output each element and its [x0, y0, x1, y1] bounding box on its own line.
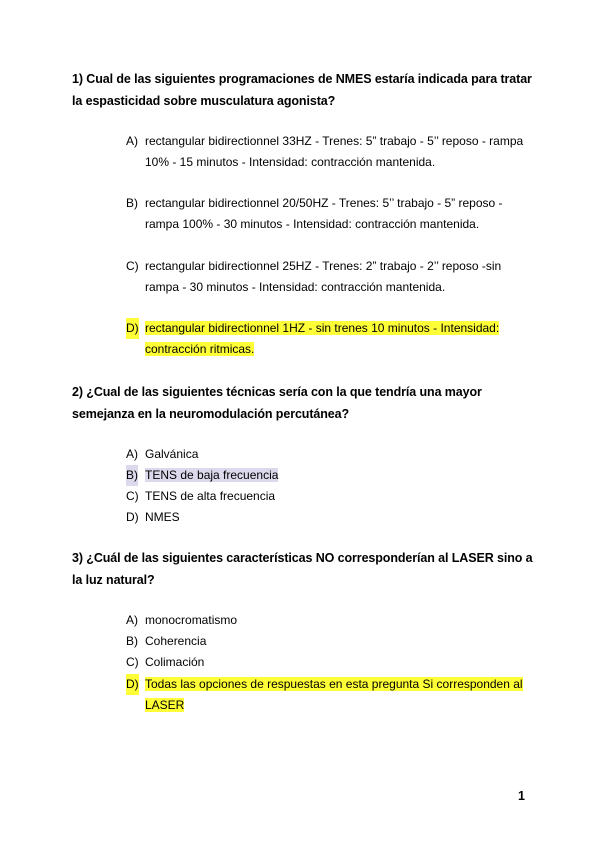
question-2-title: 2) ¿Cual de las siguientes técnicas sería con la que tendría una mayor semejanza en la neuromodulación percutánea?: [72, 385, 482, 421]
option-text: Galvánica: [145, 447, 199, 461]
option-letter: C): [126, 259, 139, 273]
question-3-title: 3) ¿Cuál de las siguientes características NO corresponderían al LASER sino a la luz natural?: [72, 551, 533, 587]
question-1-title: 1) Cual de las siguientes programaciones de NMES estaría indicada para tratar la espasticidad sobre musculatura agonista?: [72, 72, 532, 108]
question-3-option-b: [126, 631, 526, 652]
option-letter: A): [126, 134, 138, 148]
option-text: NMES: [145, 510, 180, 524]
option-text: Todas las opciones de respuestas en esta pregunta Si corresponden al LASER: [145, 677, 523, 712]
option-letter: D): [126, 318, 139, 339]
option-text: rectangular bidirectionnel 25HZ - Trenes: 2” trabajo - 2’’ reposo -sin rampa - 30 minutos - Intensidad: contracción mantenida.: [145, 259, 502, 294]
option-letter: C): [126, 489, 139, 503]
question-2-option-c: [126, 486, 526, 507]
option-text: TENS de baja frecuencia: [145, 468, 279, 482]
question-2-option-b: [126, 465, 526, 486]
question-3-option-c: [126, 652, 526, 673]
option-letter: B): [126, 465, 138, 486]
option-letter: A): [126, 447, 138, 461]
page-number: 1: [518, 789, 525, 803]
question-2-option-d: [126, 507, 526, 528]
option-letter: B): [126, 634, 138, 648]
option-text: rectangular bidirectionnel 1HZ - sin trenes 10 minutos - Intensidad: contracción ritmicas.: [145, 321, 500, 356]
option-text: monocromatismo: [145, 613, 238, 627]
question-1-option-c: [126, 256, 526, 298]
option-text: rectangular bidirectionnel 20/50HZ - Trenes: 5’’ trabajo - 5” reposo - rampa 100% - 30 minutos - Intensidad: contracción mantenida.: [145, 196, 503, 231]
option-letter: C): [126, 655, 139, 669]
option-text: rectangular bidirectionnel 33HZ - Trenes: 5” trabajo - 5’’ reposo - rampa 10% - 15 minutos - Intensidad: contracción mantenida.: [145, 134, 524, 169]
question-3-option-d: [126, 674, 526, 716]
option-text: Colimación: [145, 655, 205, 669]
question-1-option-d: [126, 318, 526, 360]
question-1-option-b: [126, 193, 526, 235]
question-3-option-a: [126, 610, 526, 631]
question-2-option-a: [126, 444, 526, 465]
option-text: TENS de alta frecuencia: [145, 489, 276, 503]
option-letter: B): [126, 196, 138, 210]
option-letter: D): [126, 510, 139, 524]
option-letter: D): [126, 674, 139, 695]
question-1-option-a: [126, 131, 526, 173]
option-letter: A): [126, 613, 138, 627]
option-text: Coherencia: [145, 634, 207, 648]
